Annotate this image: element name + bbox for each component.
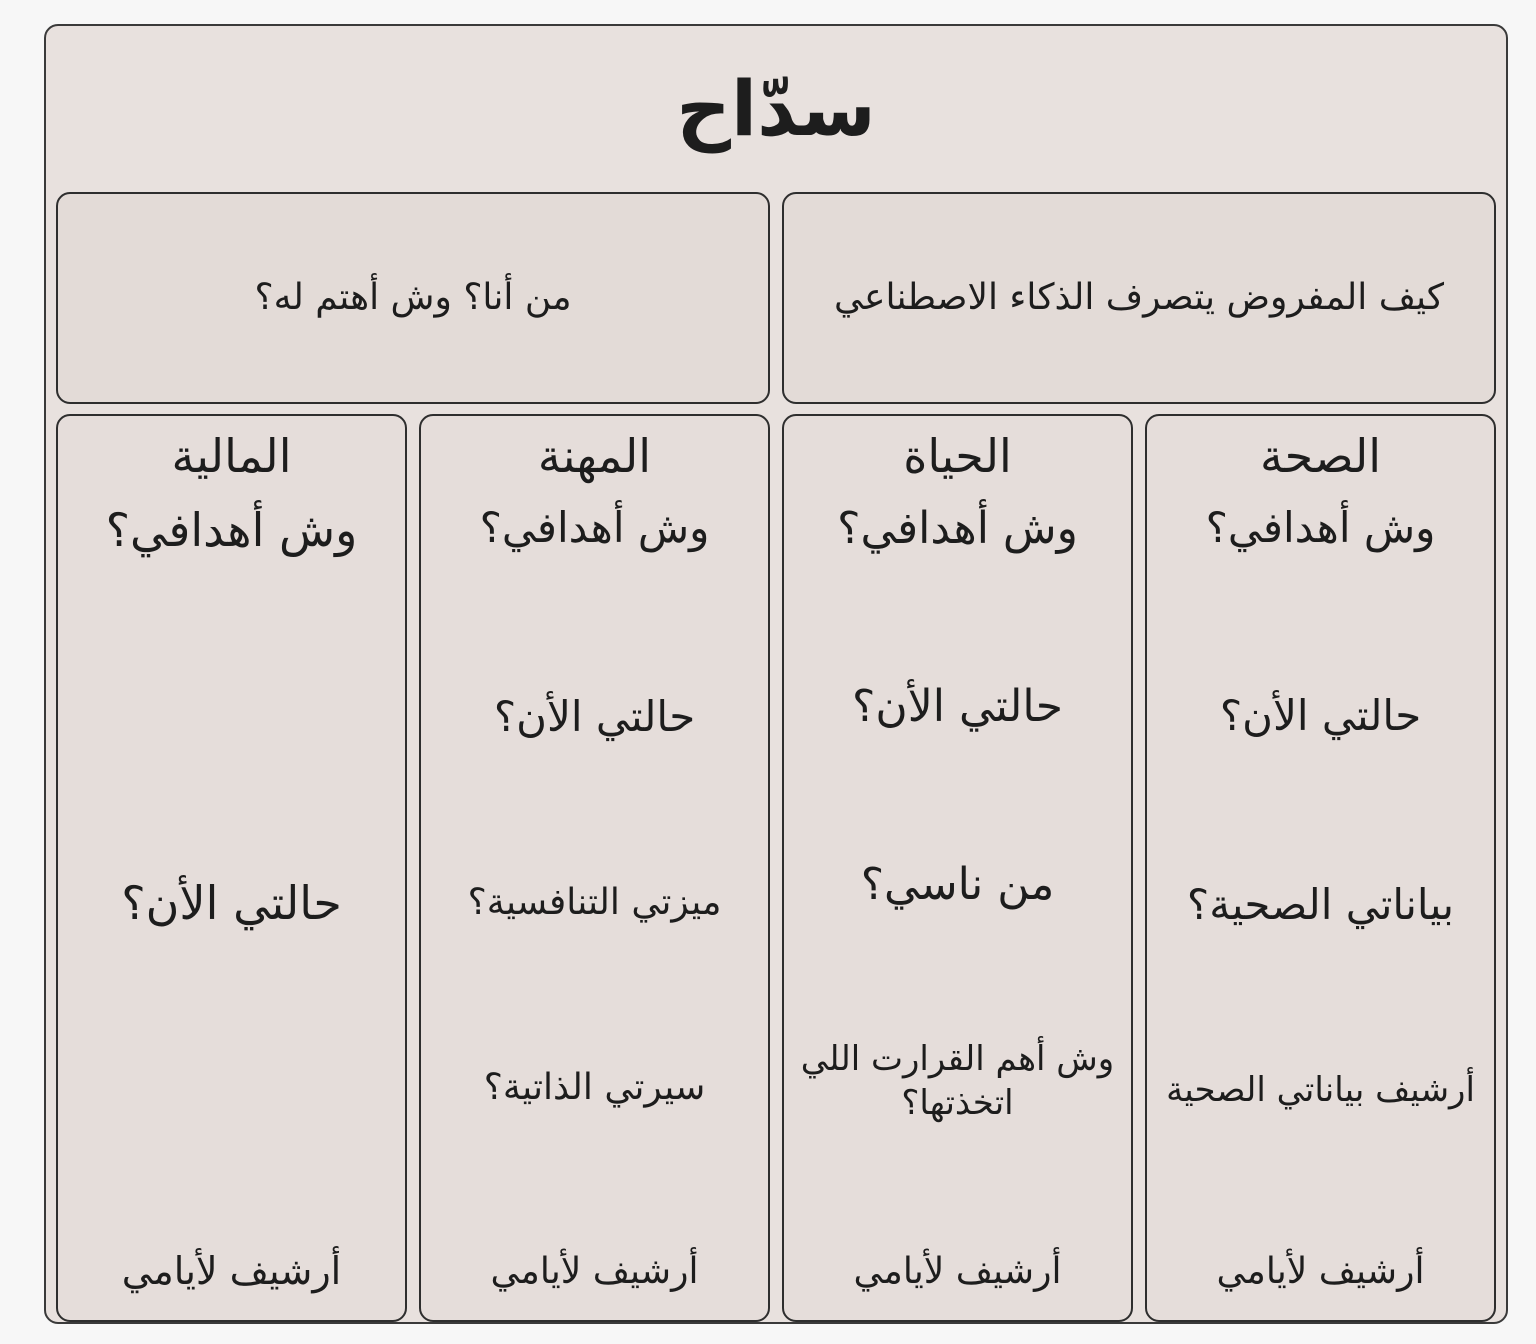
list-item[interactable]: أرشيف لأيامي bbox=[121, 1248, 342, 1293]
list-item[interactable]: أرشيف لأيامي bbox=[490, 1251, 699, 1293]
top-panels-row bbox=[46, 192, 1506, 404]
list-item[interactable]: وش أهدافي؟ bbox=[479, 502, 710, 552]
list-item[interactable]: حالتي الأن؟ bbox=[852, 680, 1063, 732]
board-title-bar bbox=[46, 26, 1506, 192]
list-item[interactable]: أرشيف لأيامي bbox=[1216, 1251, 1425, 1293]
list-item[interactable]: بياناتي الصحية؟ bbox=[1186, 880, 1455, 930]
list-item[interactable]: وش أهدافي؟ bbox=[1205, 502, 1436, 552]
list-item[interactable]: ميزتي التنافسية؟ bbox=[467, 882, 722, 924]
column-finance-heading: المالية bbox=[171, 429, 292, 483]
column-life-heading: الحياة bbox=[903, 429, 1012, 483]
list-item[interactable]: وش أهدافي؟ bbox=[105, 502, 358, 557]
column-life[interactable] bbox=[782, 414, 1133, 1322]
column-finance[interactable] bbox=[56, 414, 407, 1322]
column-career[interactable] bbox=[419, 414, 770, 1322]
panel-ai-behavior[interactable] bbox=[782, 192, 1496, 404]
column-life-items bbox=[798, 500, 1117, 1305]
panel-identity-text: من أنا؟ وش أهتم له؟ bbox=[254, 276, 572, 318]
list-item[interactable]: وش أهدافي؟ bbox=[837, 502, 1078, 554]
column-career-items bbox=[435, 500, 754, 1305]
column-career-heading: المهنة bbox=[537, 429, 652, 483]
page-title: سدّاح bbox=[676, 64, 876, 153]
column-health-heading: الصحة bbox=[1259, 429, 1382, 483]
list-item[interactable]: سيرتي الذاتية؟ bbox=[483, 1067, 706, 1109]
column-health[interactable] bbox=[1145, 414, 1496, 1322]
list-item[interactable]: أرشيف بياناتي الصحية bbox=[1166, 1070, 1475, 1111]
list-item[interactable]: حالتي الأن؟ bbox=[121, 875, 342, 930]
list-item[interactable]: من ناسي؟ bbox=[860, 859, 1055, 911]
panel-identity[interactable] bbox=[56, 192, 770, 404]
column-health-items bbox=[1161, 500, 1480, 1305]
list-item[interactable]: وش أهم القرارت اللي اتخذتها؟ bbox=[800, 1038, 1115, 1124]
list-item[interactable]: أرشيف لأيامي bbox=[853, 1251, 1062, 1293]
panel-ai-behavior-text: كيف المفروض يتصرف الذكاء الاصطناعي bbox=[834, 276, 1444, 318]
diagram-board bbox=[44, 24, 1508, 1324]
list-item[interactable]: حالتي الأن؟ bbox=[493, 691, 696, 741]
list-item[interactable]: حالتي الأن؟ bbox=[1219, 691, 1422, 741]
columns-row bbox=[46, 404, 1506, 1322]
column-finance-items bbox=[72, 500, 391, 1305]
